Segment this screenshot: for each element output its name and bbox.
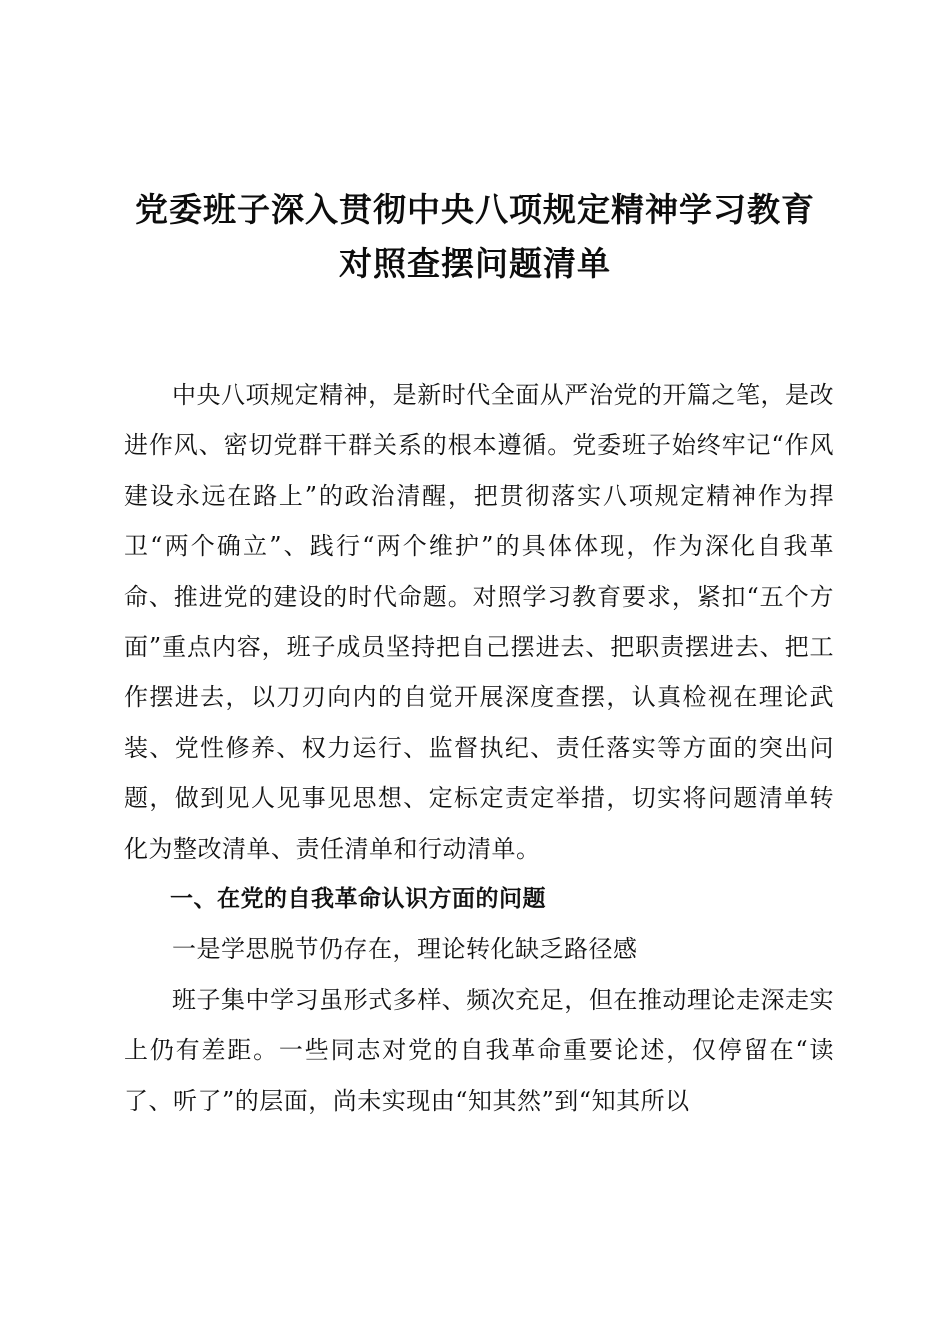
intro-paragraph: 中央八项规定精神，是新时代全面从严治党的开篇之笔，是改进作风、密切党群干群关系的根本遵循。党委班子始终牢记“作风建设永远在路上”的政治清醒，把贯彻落实八项规定精神作为捍卫“两个确立”、践行“两个维护”的具体体现，作为深化自我革命、推进党的建设的时代命题。对照学习教育要求，紧扣“五个方面”重点内容，班子成员坚持把自己摆进去、把职责摆进去、把工作摆进去，以刀刃向内的自觉开展深度查摆，认真检视在理论武装、党性修养、权力运行、监督执纪、责任落实等方面的突出问题，做到见人见事见思想、定标定责定举措，切实将问题清单转化为整改清单、责任清单和行动清单。 — [124, 381, 834, 863]
document-title-line-1: 党委班子深入贯彻中央八项规定精神学习教育 — [135, 190, 815, 229]
document-title-line-2: 对照查摆问题清单 — [339, 244, 611, 283]
document-body — [124, 370, 834, 1126]
section-heading-1: 一、在党的自我革命认识方面的问题 — [170, 886, 546, 913]
body-paragraph: 班子集中学习虽形式多样、频次充足，但在推动理论走深走实上仍有差距。一些同志对党的自我革命重要论述，仅停留在“读了、听了”的层面，尚未实现由“知其然”到“知其所以 — [124, 985, 834, 1115]
subsection-heading-1: 一是学思脱节仍存在，理论转化缺乏路径感 — [172, 935, 638, 964]
